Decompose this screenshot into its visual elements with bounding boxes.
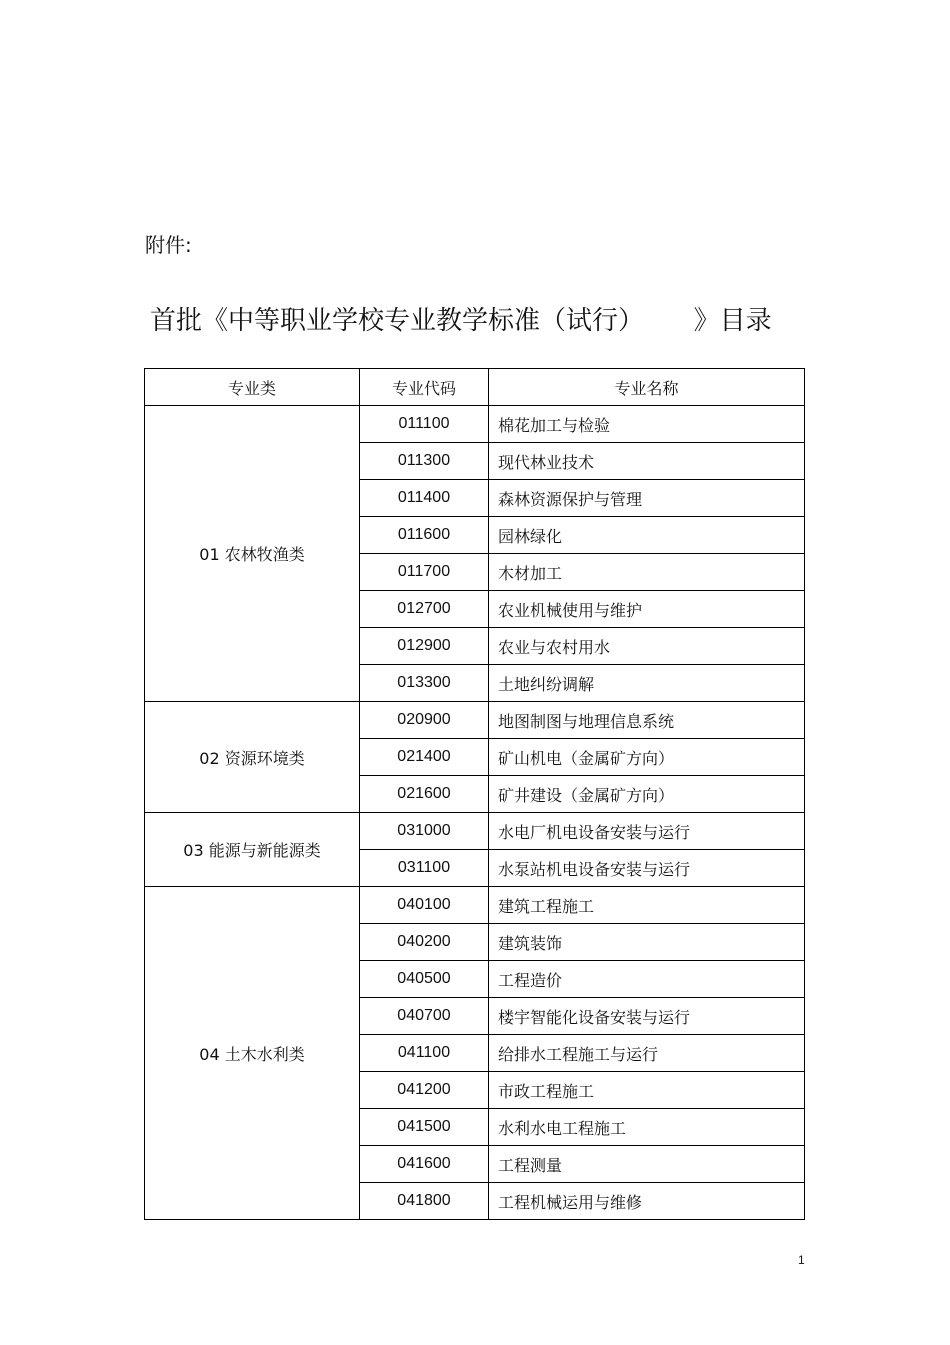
program-code-cell: 011600 xyxy=(360,517,489,554)
program-name-cell: 地图制图与地理信息系统 xyxy=(489,702,805,739)
program-name-cell: 园林绿化 xyxy=(489,517,805,554)
program-name-cell: 矿井建设（金属矿方向） xyxy=(489,776,805,813)
category-cell: 01 农林牧渔类 xyxy=(145,406,360,702)
program-code-cell: 041800 xyxy=(360,1183,489,1220)
program-name-cell: 水利水电工程施工 xyxy=(489,1109,805,1146)
program-name-cell: 工程测量 xyxy=(489,1146,805,1183)
category-cell: 04 土木水利类 xyxy=(145,887,360,1220)
program-code-cell: 040700 xyxy=(360,998,489,1035)
program-name-cell: 农业与农村用水 xyxy=(489,628,805,665)
program-name-cell: 森林资源保护与管理 xyxy=(489,480,805,517)
program-name-cell: 建筑装饰 xyxy=(489,924,805,961)
program-name-cell: 土地纠纷调解 xyxy=(489,665,805,702)
column-header-code: 专业代码 xyxy=(360,369,489,406)
program-code-cell: 011300 xyxy=(360,443,489,480)
program-code-cell: 021600 xyxy=(360,776,489,813)
program-code-cell: 012700 xyxy=(360,591,489,628)
category-cell: 03 能源与新能源类 xyxy=(145,813,360,887)
attachment-label: 附件: xyxy=(145,233,192,257)
category-cell: 02 资源环境类 xyxy=(145,702,360,813)
program-name-cell: 水电厂机电设备安装与运行 xyxy=(489,813,805,850)
column-header-category: 专业类 xyxy=(145,369,360,406)
column-header-name: 专业名称 xyxy=(489,369,805,406)
program-code-cell: 041600 xyxy=(360,1146,489,1183)
program-name-cell: 现代林业技术 xyxy=(489,443,805,480)
program-code-cell: 020900 xyxy=(360,702,489,739)
program-code-cell: 031000 xyxy=(360,813,489,850)
program-name-cell: 工程机械运用与维修 xyxy=(489,1183,805,1220)
page-number: 1 xyxy=(798,1253,805,1267)
program-name-cell: 建筑工程施工 xyxy=(489,887,805,924)
program-code-cell: 041100 xyxy=(360,1035,489,1072)
program-code-cell: 040200 xyxy=(360,924,489,961)
program-name-cell: 市政工程施工 xyxy=(489,1072,805,1109)
program-code-cell: 041500 xyxy=(360,1109,489,1146)
program-catalog-table xyxy=(144,368,805,1220)
program-name-cell: 水泵站机电设备安装与运行 xyxy=(489,850,805,887)
program-code-cell: 031100 xyxy=(360,850,489,887)
document-title: 首批《中等职业学校专业教学标准（试行） 》目录 xyxy=(150,306,772,336)
table-row xyxy=(145,813,805,850)
program-name-cell: 棉花加工与检验 xyxy=(489,406,805,443)
program-code-cell: 011400 xyxy=(360,480,489,517)
program-code-cell: 021400 xyxy=(360,739,489,776)
program-code-cell: 040500 xyxy=(360,961,489,998)
table-row xyxy=(145,702,805,739)
program-code-cell: 040100 xyxy=(360,887,489,924)
program-name-cell: 矿山机电（金属矿方向） xyxy=(489,739,805,776)
program-code-cell: 011100 xyxy=(360,406,489,443)
program-name-cell: 木材加工 xyxy=(489,554,805,591)
program-name-cell: 给排水工程施工与运行 xyxy=(489,1035,805,1072)
program-code-cell: 012900 xyxy=(360,628,489,665)
program-name-cell: 楼宇智能化设备安装与运行 xyxy=(489,998,805,1035)
program-name-cell: 农业机械使用与维护 xyxy=(489,591,805,628)
program-code-cell: 011700 xyxy=(360,554,489,591)
program-name-cell: 工程造价 xyxy=(489,961,805,998)
table-body xyxy=(145,369,805,1220)
table-header-row xyxy=(145,369,805,406)
program-code-cell: 013300 xyxy=(360,665,489,702)
program-code-cell: 041200 xyxy=(360,1072,489,1109)
table-row xyxy=(145,406,805,443)
table-row xyxy=(145,887,805,924)
